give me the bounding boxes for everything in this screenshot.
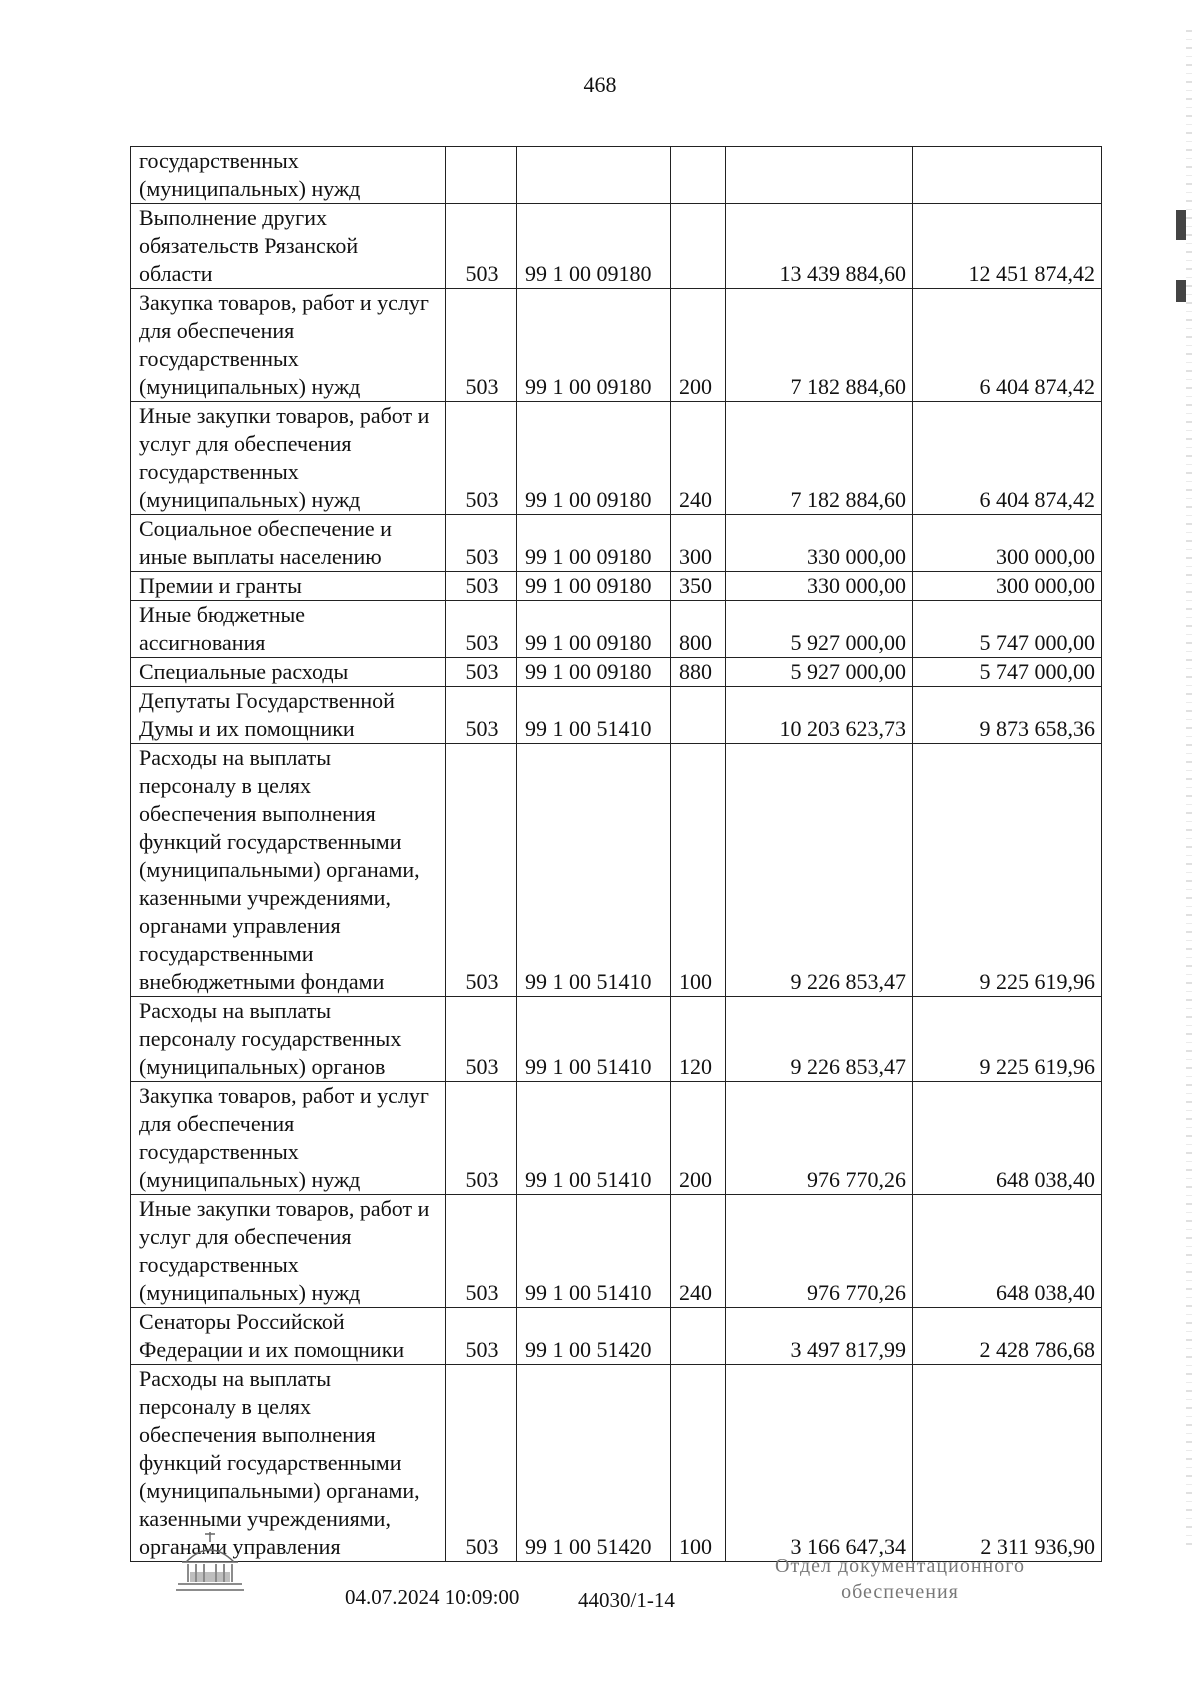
table-row (131, 572, 1102, 601)
row-csr-cell: 99 1 00 09180 (517, 572, 671, 601)
row-sum-2025-cell: 2 311 936,90 (913, 1365, 1102, 1562)
stamp-line-1: Отдел документационного (775, 1555, 1025, 1577)
table-row (131, 744, 1102, 997)
row-vr-cell (671, 147, 726, 204)
row-csr-cell: 99 1 00 51410 (517, 1082, 671, 1195)
row-sum-2024-cell: 976 770,26 (726, 1082, 913, 1195)
table-row (131, 1195, 1102, 1308)
row-vr-cell: 300 (671, 515, 726, 572)
row-sum-2024-cell: 3 166 647,34 (726, 1365, 913, 1562)
row-sum-2025-cell: 5 747 000,00 (913, 658, 1102, 687)
row-section-cell (446, 147, 517, 204)
row-sum-2024-cell: 7 182 884,60 (726, 402, 913, 515)
scan-edge-mark (1176, 280, 1186, 302)
row-section-cell: 503 (446, 1082, 517, 1195)
row-csr-cell: 99 1 00 51410 (517, 997, 671, 1082)
row-sum-2024-cell: 9 226 853,47 (726, 744, 913, 997)
table-row (131, 1082, 1102, 1195)
row-section-cell: 503 (446, 997, 517, 1082)
row-sum-2025-cell: 5 747 000,00 (913, 601, 1102, 658)
row-vr-cell: 200 (671, 1082, 726, 1195)
row-section-cell: 503 (446, 289, 517, 402)
table-row (131, 997, 1102, 1082)
table-row (131, 204, 1102, 289)
row-section-cell: 503 (446, 402, 517, 515)
scan-edge-mark (1176, 210, 1186, 240)
row-vr-cell: 350 (671, 572, 726, 601)
row-vr-cell: 120 (671, 997, 726, 1082)
row-sum-2024-cell: 10 203 623,73 (726, 687, 913, 744)
row-name-cell: Иные закупки товаров, работ и услуг для обеспечения государственных (муниципальных) нужд (131, 402, 446, 515)
row-name-cell: Закупка товаров, работ и услуг для обеспечения государственных (муниципальных) нужд (131, 1082, 446, 1195)
row-csr-cell: 99 1 00 09180 (517, 515, 671, 572)
row-name-cell: Депутаты Государственной Думы и их помощники (131, 687, 446, 744)
row-sum-2024-cell: 330 000,00 (726, 572, 913, 601)
row-vr-cell (671, 204, 726, 289)
table-row (131, 687, 1102, 744)
row-sum-2025-cell: 2 428 786,68 (913, 1308, 1102, 1365)
row-sum-2024-cell: 3 497 817,99 (726, 1308, 913, 1365)
row-csr-cell: 99 1 00 51420 (517, 1308, 671, 1365)
row-sum-2024-cell: 976 770,26 (726, 1195, 913, 1308)
row-sum-2025-cell: 9 873 658,36 (913, 687, 1102, 744)
row-section-cell: 503 (446, 1308, 517, 1365)
row-sum-2024-cell: 13 439 884,60 (726, 204, 913, 289)
row-section-cell: 503 (446, 601, 517, 658)
table-row (131, 1365, 1102, 1562)
row-sum-2025-cell: 9 225 619,96 (913, 744, 1102, 997)
row-name-cell: Сенаторы Российской Федерации и их помощники (131, 1308, 446, 1365)
row-section-cell: 503 (446, 515, 517, 572)
stamp-line-2: обеспечения (841, 1581, 959, 1603)
row-sum-2025-cell: 300 000,00 (913, 515, 1102, 572)
row-section-cell: 503 (446, 687, 517, 744)
table-row (131, 601, 1102, 658)
table-row (131, 289, 1102, 402)
row-sum-2024-cell: 9 226 853,47 (726, 997, 913, 1082)
budget-table-body (131, 147, 1102, 1562)
row-vr-cell (671, 687, 726, 744)
table-row (131, 147, 1102, 204)
row-section-cell: 503 (446, 1195, 517, 1308)
row-sum-2025-cell: 648 038,40 (913, 1082, 1102, 1195)
row-vr-cell: 240 (671, 1195, 726, 1308)
row-vr-cell: 800 (671, 601, 726, 658)
row-csr-cell: 99 1 00 51410 (517, 744, 671, 997)
table-row (131, 515, 1102, 572)
row-name-cell: Премии и гранты (131, 572, 446, 601)
row-sum-2024-cell: 5 927 000,00 (726, 658, 913, 687)
row-vr-cell: 100 (671, 1365, 726, 1562)
row-section-cell: 503 (446, 744, 517, 997)
row-section-cell: 503 (446, 658, 517, 687)
row-sum-2025-cell: 6 404 874,42 (913, 402, 1102, 515)
row-vr-cell: 200 (671, 289, 726, 402)
row-name-cell: Расходы на выплаты персоналу в целях обеспечения выполнения функций государственными (муниципальными) органами, казенными учреждениями, органами управления (131, 1365, 446, 1562)
page-number: 468 (583, 72, 617, 97)
row-name-cell: Иные закупки товаров, работ и услуг для обеспечения государственных (муниципальных) нужд (131, 1195, 446, 1308)
table-row (131, 658, 1102, 687)
row-sum-2025-cell: 6 404 874,42 (913, 289, 1102, 402)
row-name-cell: Выполнение других обязательств Рязанской области (131, 204, 446, 289)
scan-edge-noise (1186, 30, 1192, 1550)
row-name-cell: Расходы на выплаты персоналу государственных (муниципальных) органов (131, 997, 446, 1082)
row-csr-cell: 99 1 00 09180 (517, 289, 671, 402)
row-name-cell: Закупка товаров, работ и услуг для обеспечения государственных (муниципальных) нужд (131, 289, 446, 402)
row-csr-cell: 99 1 00 09180 (517, 204, 671, 289)
row-sum-2025-cell: 648 038,40 (913, 1195, 1102, 1308)
document-timestamp: 04.07.2024 10:09:00 (345, 1585, 520, 1609)
row-csr-cell: 99 1 00 09180 (517, 601, 671, 658)
row-vr-cell: 880 (671, 658, 726, 687)
table-row (131, 1308, 1102, 1365)
row-sum-2025-cell: 300 000,00 (913, 572, 1102, 601)
row-name-cell: Расходы на выплаты персоналу в целях обеспечения выполнения функций государственными (муниципальными) органами, казенными учреждениями, органами управления государственными внебюджетными фондами (131, 744, 446, 997)
row-section-cell: 503 (446, 1365, 517, 1562)
row-sum-2024-cell: 7 182 884,60 (726, 289, 913, 402)
row-sum-2024-cell: 330 000,00 (726, 515, 913, 572)
row-name-cell: Специальные расходы (131, 658, 446, 687)
row-csr-cell: 99 1 00 51410 (517, 687, 671, 744)
row-name-cell: Социальное обеспечение и иные выплаты населению (131, 515, 446, 572)
row-csr-cell: 99 1 00 51410 (517, 1195, 671, 1308)
row-sum-2024-cell (726, 147, 913, 204)
budget-table (130, 146, 1102, 1562)
row-sum-2025-cell (913, 147, 1102, 204)
department-stamp (765, 1553, 1035, 1605)
row-section-cell: 503 (446, 204, 517, 289)
row-csr-cell: 99 1 00 09180 (517, 402, 671, 515)
row-csr-cell: 99 1 00 51420 (517, 1365, 671, 1562)
row-vr-cell: 240 (671, 402, 726, 515)
row-csr-cell (517, 147, 671, 204)
row-name-cell: государственных (муниципальных) нужд (131, 147, 446, 204)
row-sum-2025-cell: 12 451 874,42 (913, 204, 1102, 289)
row-vr-cell (671, 1308, 726, 1365)
row-name-cell: Иные бюджетные ассигнования (131, 601, 446, 658)
registration-number: 44030/1-14 (578, 1588, 675, 1612)
row-sum-2025-cell: 9 225 619,96 (913, 997, 1102, 1082)
duma-building-icon (170, 1528, 250, 1598)
row-section-cell: 503 (446, 572, 517, 601)
row-vr-cell: 100 (671, 744, 726, 997)
row-sum-2024-cell: 5 927 000,00 (726, 601, 913, 658)
table-row (131, 402, 1102, 515)
row-csr-cell: 99 1 00 09180 (517, 658, 671, 687)
